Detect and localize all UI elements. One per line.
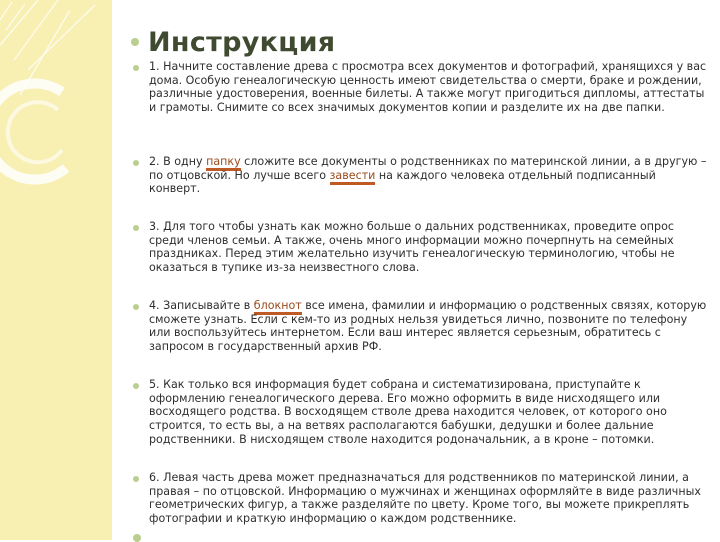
bullet-icon — [133, 65, 139, 71]
title-row — [131, 22, 335, 62]
bullet-icon — [133, 304, 139, 310]
list-item — [133, 299, 708, 354]
list-item — [133, 155, 708, 196]
bullet-icon — [133, 476, 139, 482]
list-item — [133, 471, 708, 526]
list-item-text: 1. Начните составление древа с просмотра всех документов и фотографий, хранящихся у вас дома. Особую генеалогическую ценность имеют свидетельства о смерти, браке и рождении, различные удостоверения, военные билеты. А также могут пригодиться дипломы, аттестаты и грамоты. Снимите со всех значимых документов копии и разделите их на две папки. — [149, 60, 707, 115]
decorative-sidebar — [0, 0, 112, 540]
page-title: Инструкция — [148, 26, 336, 58]
list-item — [133, 378, 708, 447]
list-item-text: 5. Как только вся информация будет собрана и систематизирована, приступайте к оформлению генеалогического дерева. Его можно оформить в виде нисходящего или восходящего родства. В восходящем стволе древа находится человек, от которого оно строится, то есть вы, а на ветвях располагаются бабушки, дедушки и более дальние родственники. В нисходящем стволе находится родоначальник, а в кроне – потомки. — [149, 378, 667, 446]
list-item — [133, 220, 708, 275]
keyword-link-folder[interactable]: папку — [206, 155, 241, 171]
sidebar-ornament-icon — [0, 0, 112, 540]
bullet-icon — [133, 225, 139, 231]
bullet-icon — [133, 160, 139, 166]
bullet-icon — [133, 534, 141, 542]
list-item-text: 4. Записывайте в блокнот все имена, фамилии и информацию о родственных связях, которую сможете узнать. Если с кем-то из родных нельзя увидеться лично, позвоните по телефону или воспользуйтесь интернетом. Если ваш интерес является серьезным, обратитесь с запросом в государственный архив РФ. — [149, 299, 707, 354]
list-item-text: 3. Для того чтобы узнать как можно больше о дальних родственниках, проведите опрос среди членов семьи. А также, очень много информации можно почерпнуть на семейных праздниках. Перед этим желательно изучить генеалогическую терминологию, чтобы не оказаться в тупике из-за неизвестного слова. — [149, 220, 675, 275]
bullet-icon — [131, 38, 139, 46]
list-item-text: 6. Левая часть древа может предназначаться для родственников по материнской линии, а правая – по отцовской. Информацию о мужчинах и женщинах оформляйте в виде различных геометрических фигур, а также разделяйте по цвету. Кроме того, вы можете прикреплять фотографии и краткую информацию о каждом родственнике. — [149, 471, 701, 526]
list-item — [133, 60, 708, 115]
bullet-icon — [133, 383, 139, 389]
keyword-link-create[interactable]: завести — [330, 169, 376, 185]
keyword-link-notebook[interactable]: блокнот — [254, 299, 302, 315]
list-item-text: 2. В одну папку сложите все документы о родственниках по материнской линии, а в другую – по отцовской. Но лучше всего завести на каждого человека отдельный подписанный конверт. — [149, 155, 707, 196]
